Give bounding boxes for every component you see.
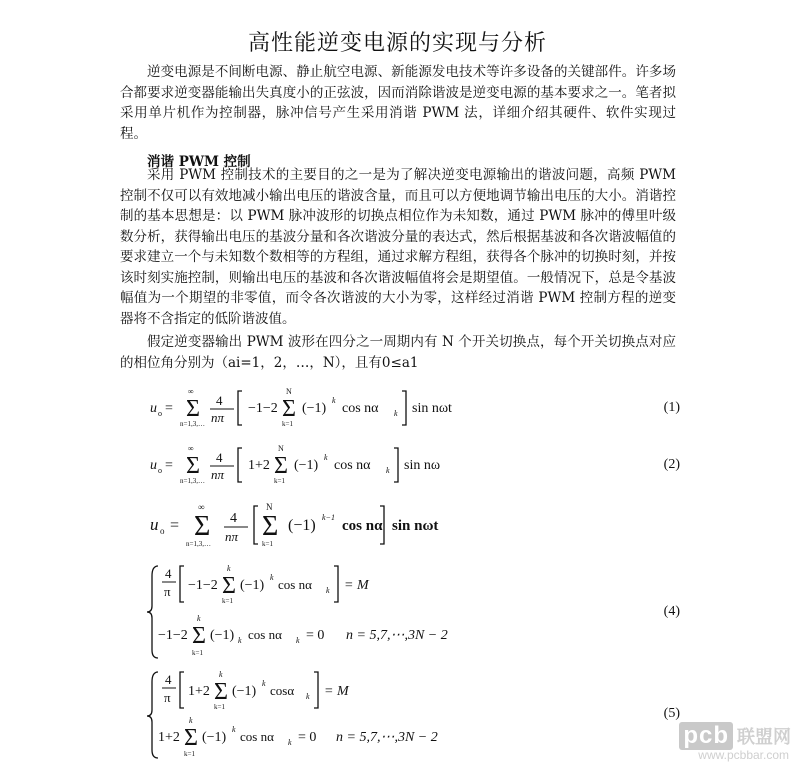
svg-text:cos nα: cos nα	[342, 518, 383, 534]
eq1-number: (1)	[663, 399, 680, 415]
svg-text:cos nα: cos nα	[248, 627, 282, 642]
svg-text:=: =	[165, 458, 173, 473]
svg-text:π: π	[164, 690, 171, 705]
svg-text:n=1,3,…: n=1,3,…	[186, 540, 211, 548]
eq5-number: (5)	[663, 706, 680, 721]
body-paragraph-2: 假定逆变器输出 PWM 波形在四分之一周期内有 N 个开关切换点，每个开关切换点对应的相位角分别为（ai=1，2，…，N），且有0≤a1	[120, 334, 676, 371]
svg-text:1+2: 1+2	[248, 458, 270, 473]
svg-text:n = 5,7,⋯,3N − 2: n = 5,7,⋯,3N − 2	[346, 628, 448, 643]
intro-paragraph: 逆变电源是不间断电源、静止航空电源、新能源发电技术等许多设备的关键部件。许多场合都要求逆变器能输出失真度小的正弦波，因而消除谐波是逆变电源的基本要求之一。笔者拟采用单片机作为控制器，脉冲信号产生采用消谐 PWM 法，详细介绍其硬件、软件实现过程。	[120, 64, 676, 142]
svg-text:cos nα: cos nα	[334, 458, 371, 473]
svg-text:sin nωt: sin nωt	[392, 518, 439, 534]
svg-text:(−1): (−1)	[202, 730, 227, 745]
watermark-cn: 联盟网	[737, 727, 791, 748]
paper-title: 高性能逆变电源的实现与分析	[247, 31, 547, 56]
svg-text:Σ: Σ	[222, 573, 236, 599]
svg-text:k: k	[219, 670, 223, 679]
svg-text:=: =	[165, 401, 173, 416]
svg-text:Σ: Σ	[214, 679, 228, 705]
svg-text:(−1): (−1)	[302, 401, 327, 416]
svg-text:u: u	[150, 458, 157, 473]
svg-text:k: k	[227, 564, 231, 573]
svg-text:cos nα: cos nα	[240, 729, 274, 744]
watermark-brand: pcb	[679, 722, 733, 750]
watermark-url: www.pcbbar.com	[698, 748, 789, 762]
svg-text:−1−2: −1−2	[158, 628, 188, 643]
equation-4	[150, 562, 680, 662]
body-paragraph-1: 采用 PWM 控制技术的主要目的之一是为了解决逆变电源输出的谐波问题，高频 PWM 控制不仅可以有效地减小输出电压的谐波含量，而且可以方便地调节输出电压的大小。消谐控制的基本思想是：以 PWM 脉冲波形的切换点相位作为未知数，通过 PWM 脉冲的傅里叶级数分析，获得输出电压的基波分量和各次谐波分量的表达式，然后根据基波和各次谐波幅值的要求建立一个与未知数个数相等的方程组，通过求解方程组，获得各个脉冲的切换时刻，并按该时刻实施控制，则输出电压的基波和各次谐波幅值将会是期望值。一般情况下，总是令基波幅值为一个期望的非零值，而令各次谐波的大小为零，这样经过消谐 PWM 控制方程的逆变器将不含指定的低阶谐波值。	[120, 167, 676, 327]
svg-text:k=1: k=1	[214, 703, 225, 711]
svg-text:4: 4	[165, 672, 172, 687]
svg-text:= M: = M	[344, 578, 369, 593]
svg-text:(−1): (−1)	[294, 458, 319, 473]
svg-text:Σ: Σ	[194, 511, 211, 542]
svg-text:k: k	[386, 466, 390, 475]
svg-text:(−1): (−1)	[288, 517, 316, 534]
svg-text:(−1): (−1)	[240, 578, 265, 593]
svg-text:−1−2: −1−2	[188, 578, 218, 593]
svg-text:nπ: nπ	[225, 529, 239, 544]
svg-text:= 0: = 0	[298, 730, 317, 745]
svg-text:u: u	[150, 515, 159, 534]
svg-text:N: N	[286, 387, 292, 396]
svg-text:= M: = M	[324, 684, 349, 699]
eq4-number: (4)	[663, 604, 680, 619]
svg-text:k=1: k=1	[262, 540, 273, 548]
svg-text:∞: ∞	[188, 387, 194, 396]
eq1-u: u	[150, 401, 157, 416]
section-heading: 消谐 PWM 控制	[147, 154, 251, 170]
svg-text:k=1: k=1	[222, 597, 233, 605]
svg-text:k=1: k=1	[192, 649, 203, 657]
svg-text:Σ: Σ	[192, 623, 206, 649]
svg-text:k: k	[288, 738, 292, 747]
svg-text:sin nωt: sin nωt	[412, 401, 452, 416]
svg-text:k: k	[197, 614, 201, 623]
svg-text:Σ: Σ	[186, 396, 200, 422]
svg-text:nπ: nπ	[211, 410, 225, 425]
svg-text:cosα: cosα	[270, 683, 295, 698]
equation-2	[150, 442, 680, 487]
svg-text:k: k	[306, 692, 310, 701]
svg-text:k=1: k=1	[282, 420, 293, 428]
svg-text:=: =	[170, 517, 180, 534]
equation-5	[150, 668, 680, 760]
svg-text:cos nα: cos nα	[342, 401, 379, 416]
svg-text:(−1): (−1)	[210, 628, 235, 643]
svg-text:4: 4	[216, 450, 223, 465]
svg-text:n=1,3,…: n=1,3,…	[180, 477, 205, 485]
svg-text:k: k	[262, 679, 266, 688]
svg-text:4: 4	[216, 393, 223, 408]
svg-text:(−1): (−1)	[232, 684, 257, 699]
svg-text:k: k	[332, 396, 336, 405]
svg-text:k=1: k=1	[274, 477, 285, 485]
equation-3	[150, 500, 680, 550]
svg-text:o: o	[160, 526, 165, 536]
svg-text:k: k	[270, 573, 274, 582]
svg-text:nπ: nπ	[211, 467, 225, 482]
svg-text:1+2: 1+2	[188, 684, 210, 699]
svg-text:sin nω: sin nω	[404, 458, 441, 473]
svg-text:4: 4	[230, 511, 237, 526]
svg-text:∞: ∞	[188, 444, 194, 453]
svg-text:N: N	[278, 444, 284, 453]
svg-text:∞: ∞	[198, 502, 205, 512]
svg-text:4: 4	[165, 566, 172, 581]
svg-text:o: o	[158, 409, 162, 418]
svg-text:k: k	[324, 453, 328, 462]
svg-text:Σ: Σ	[282, 396, 296, 422]
svg-text:Σ: Σ	[262, 511, 279, 542]
svg-text:1+2: 1+2	[158, 730, 180, 745]
svg-text:π: π	[164, 584, 171, 599]
svg-text:k−1: k−1	[322, 513, 335, 522]
svg-text:k: k	[189, 716, 193, 725]
svg-text:Σ: Σ	[274, 453, 288, 479]
svg-text:k: k	[238, 636, 242, 645]
svg-text:k: k	[296, 636, 300, 645]
svg-text:Σ: Σ	[186, 453, 200, 479]
svg-text:= 0: = 0	[306, 628, 325, 643]
svg-text:−1−2: −1−2	[248, 401, 278, 416]
svg-text:n=1,3,…: n=1,3,…	[180, 420, 205, 428]
svg-text:cos nα: cos nα	[278, 577, 312, 592]
svg-text:o: o	[158, 466, 162, 475]
svg-text:k=1: k=1	[184, 750, 195, 758]
watermark	[679, 722, 791, 750]
svg-text:k: k	[394, 409, 398, 418]
equation-1	[150, 385, 680, 430]
svg-text:n = 5,7,⋯,3N − 2: n = 5,7,⋯,3N − 2	[336, 730, 438, 745]
svg-text:Σ: Σ	[184, 725, 198, 751]
eq2-number: (2)	[663, 456, 680, 472]
svg-text:k: k	[232, 725, 236, 734]
svg-text:k: k	[326, 586, 330, 595]
svg-text:N: N	[266, 502, 273, 512]
